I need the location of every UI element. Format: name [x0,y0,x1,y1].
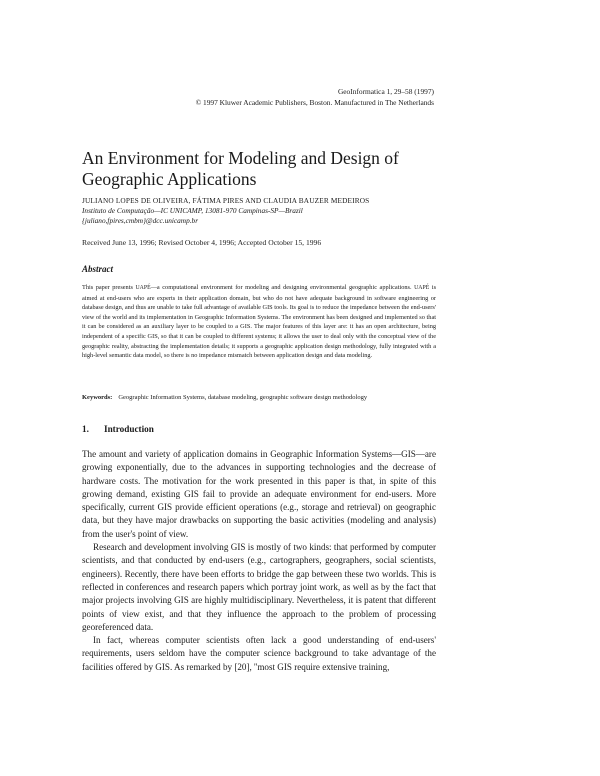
received-dates: Received June 13, 1996; Revised October 4, 1996; Accepted October 15, 1996 [82,238,322,247]
section-number: 1. [82,424,89,434]
body-paragraph: The amount and variety of application domains in Geographic Information Systems—GIS—are growing exponentially, due to the advances in supporting technologies and the decrease of hardware costs. The motivation for the work presented in this paper is that, in spite of this growing demand, existing GIS fail to provide an adequate environment for end-users. More specifically, current GIS provide efficient operations (e.g., storage and retrieval) on geographic data, but they have major drawbacks on supporting the basic activities (modeling and analysis) from the user's point of view. [82,449,436,539]
body-paragraph: In fact, whereas computer scientists often lack a good understanding of end-users' requirements, users seldom have the computer science background to take advantage of the facilities offered by GIS. As remarked by [20], ''most GIS require extensive training, [82,635,436,672]
author-block [82,196,522,226]
keywords-line [82,394,462,401]
abstract-part-b: —a computational environment for modeling and designing environmental geographic applications. [150,284,412,291]
body-text [82,448,436,674]
uape-name: UAPÉ [135,285,151,291]
abstract-heading: Abstract [82,264,114,274]
abstract-text [82,283,436,361]
section-heading [82,424,154,434]
abstract-part-a: This paper presents [82,284,133,291]
abstract-part-c: is aimed at end-users who are experts in their application domain, but who do not have adequate background in software engineering or database design, and thus are unable to take full advantage of available GIS tools. Its goal is to reduce the impedance between the end-users' view of the world and its implementation in Geographic Information Systems. The environment has been designed and implemented so that it can be considered as an auxiliary layer to be coupled to a GIS. The major features of this layer are: it has an open architecture, being independent of a specific GIS, so that it can be coupled to different systems; it allows the user to deal only with the conceptual view of the geographic reality, abstracting the implementation details; it supports a geographic application design methodology, fully integrated with a high-level semantic data model, so there is no impedance mismatch between application design and data modeling. [82,284,437,360]
journal-citation: GeoInformatica 1, 29–58 (1997) [337,87,434,96]
uape-name: UAPÉ [414,285,430,291]
author-emails: {juliano,fpires,cmbm}@dcc.unicamp.br [82,216,199,225]
author-names: JULIANO LOPES DE OLIVEIRA, FÁTIMA PIRES AND CLAUDIA BAUZER MEDEIROS [82,196,370,205]
keywords-text: Geographic Information Systems, database modeling, geographic software design methodology [118,394,368,401]
body-paragraph: Research and development involving GIS is mostly of two kinds: that performed by computer scientists, and that conducted by end-users (e.g., cartographers, geographers, social scientists, engineers). Recently, there have been efforts to bridge the gap between these two worlds. This is reflected in conferences and research papers which portray joint work, as well as by the fact that major projects involving GIS are highly multidisciplinary. Nevertheless, it is patent that different points of view exist, and that they influence the approach to the problem of processing georeferenced data. [82,542,436,632]
keywords-label: Keywords: [82,394,113,401]
author-affiliation: Instituto de Computação—IC UNICAMP, 13081-970 Campinas-SP—Brazil [82,206,303,215]
paper-title: An Environment for Modeling and Design of Geographic Applications [82,148,399,189]
journal-header [196,86,434,108]
copyright-notice: © 1997 Kluwer Academic Publishers, Boston. Manufactured in The Netherlands [195,98,434,107]
section-title: Introduction [104,424,154,434]
